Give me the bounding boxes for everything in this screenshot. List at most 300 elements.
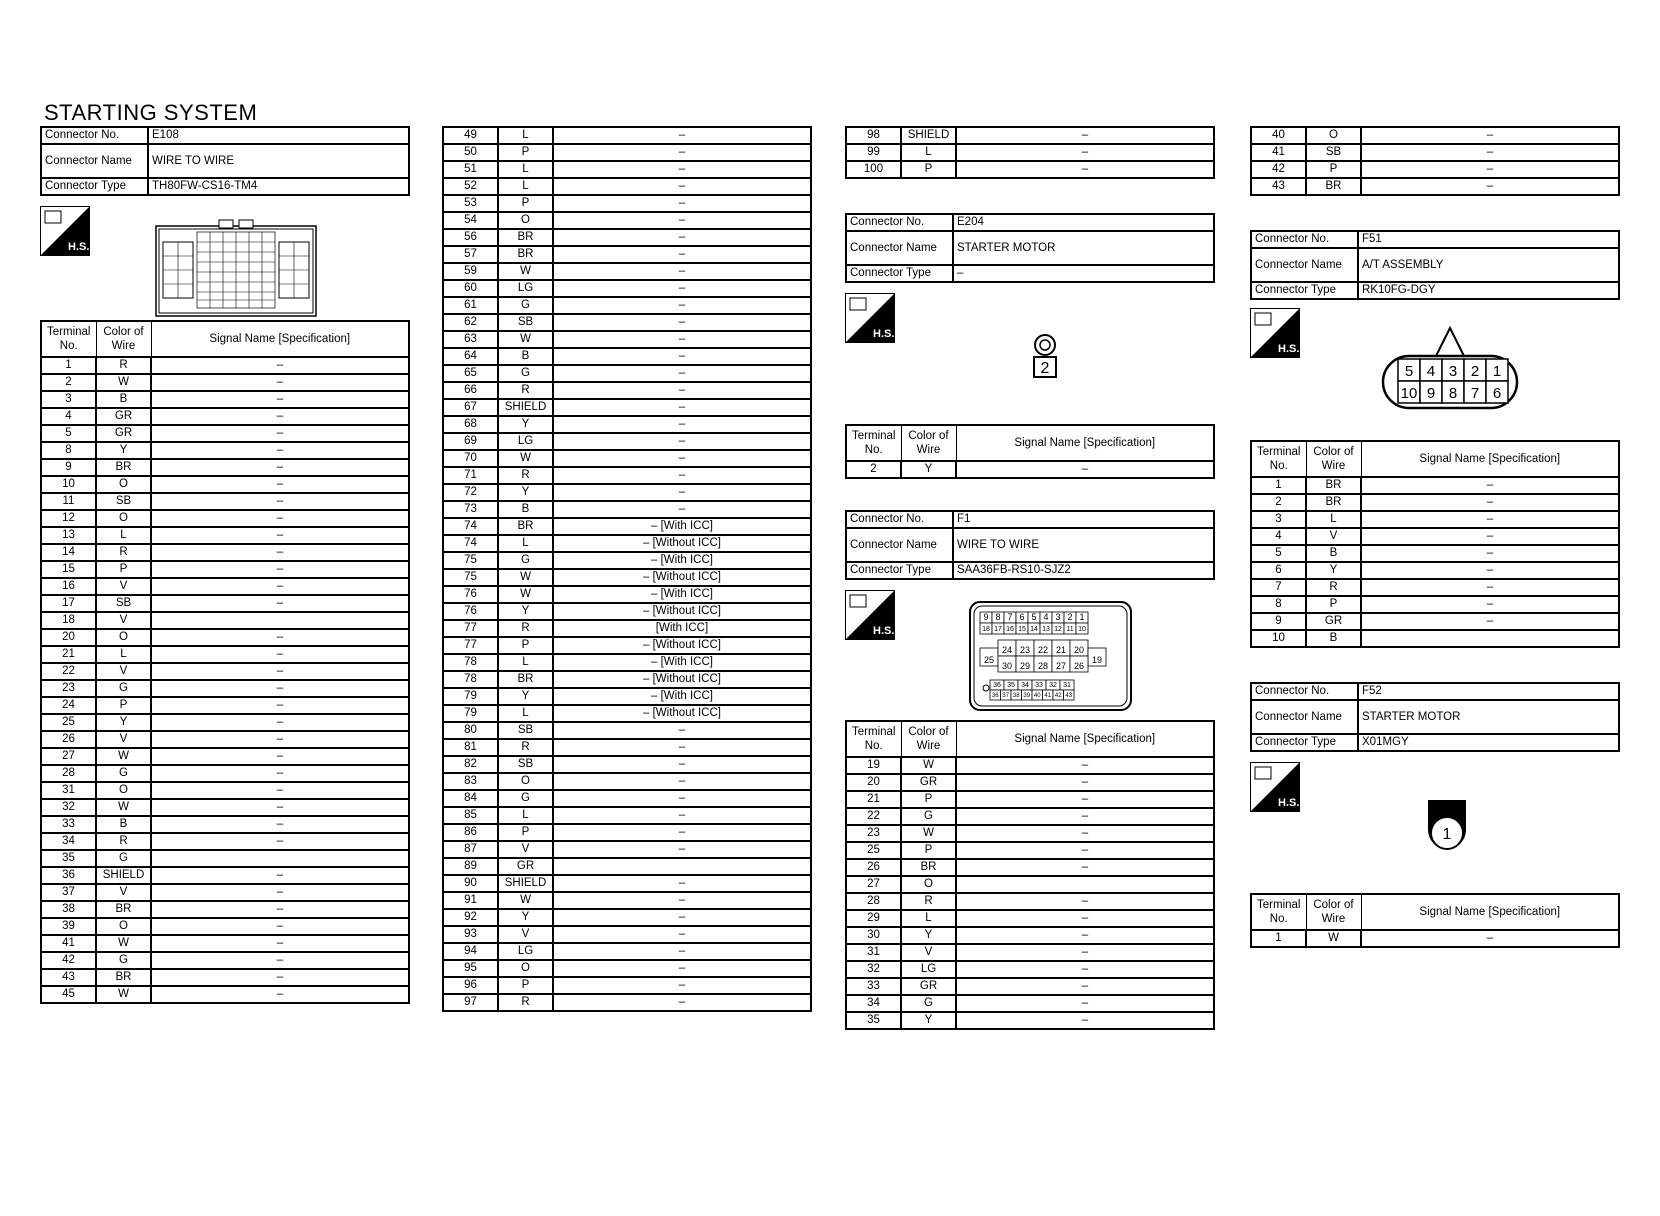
signal-name-cell [151,850,409,867]
connector-block-f52 [1250,682,1620,752]
table-row [443,960,811,977]
terminal-no-cell: 95 [443,960,498,977]
terminal-no-cell: 8 [1251,596,1306,613]
wire-color-cell: BR [901,859,956,876]
terminal-no-cell: 69 [443,433,498,450]
wire-color-cell: LG [498,943,553,960]
wire-color-cell: L [498,127,553,144]
connector-info-f52 [1250,682,1620,752]
table-row [846,1012,1214,1029]
wire-color-cell: W [498,586,553,603]
signal-name-cell: – [553,892,811,909]
terminal-no-cell: 4 [1251,528,1306,545]
signal-name-cell: – [151,527,409,544]
wire-color-cell: BR [96,459,151,476]
wire-color-cell: L [498,535,553,552]
column-4-top [1250,126,1620,196]
hs-badge-icon [1250,762,1300,812]
terminal-no-cell: 22 [846,808,901,825]
terminal-table-e108-end [845,126,1215,179]
wire-color-cell: O [498,773,553,790]
label: Connector Name [846,231,953,265]
table-row [41,918,409,935]
wire-color-cell: G [96,765,151,782]
pin-label: 16 [1006,626,1014,633]
wire-color-cell: O [96,918,151,935]
signal-name-cell: – [Without ICC] [553,705,811,722]
pin-label: 9 [983,612,989,622]
wire-color-cell: L [498,807,553,824]
terminal-no-cell: 80 [443,722,498,739]
wire-color-cell: B [96,391,151,408]
signal-name-cell: – [553,297,811,314]
table-row [443,212,811,229]
table-row [41,595,409,612]
table-row [443,773,811,790]
signal-name-cell: – [151,867,409,884]
terminal-no-cell: 52 [443,178,498,195]
connector-info-f51 [1250,230,1620,300]
terminal-no-cell: 42 [41,952,96,969]
signal-name-cell: – [151,799,409,816]
table-row [846,808,1214,825]
terminal-no-cell: 82 [443,756,498,773]
pin-label: 2 [1067,612,1073,622]
signal-name-cell: – [553,467,811,484]
wire-color-cell: V [96,612,151,629]
terminal-no-cell: 4 [41,408,96,425]
label: Connector Type [846,562,953,579]
signal-name-cell: – [956,144,1214,161]
signal-name-cell: – [1361,127,1619,144]
connector-f51-diagram [1380,322,1520,414]
wire-color-cell: O [498,960,553,977]
terminal-no-cell: 33 [846,978,901,995]
wire-color-cell: GR [1306,613,1361,630]
table-row [41,646,409,663]
signal-name-cell: – [553,433,811,450]
table-row [41,561,409,578]
table-row [846,144,1214,161]
terminal-no-cell: 68 [443,416,498,433]
wire-color-cell: GR [901,978,956,995]
wire-color-cell: B [96,816,151,833]
table-row [443,841,811,858]
table-row [41,459,409,476]
wire-color-cell: L [96,527,151,544]
connector-f1-diagram [968,600,1133,712]
terminal-no-cell: 28 [846,893,901,910]
terminal-no-cell: 49 [443,127,498,144]
connector-no-value: F52 [1358,683,1619,700]
terminal-no-cell: 91 [443,892,498,909]
table-row [443,484,811,501]
terminal-table-f52 [1250,893,1620,948]
table-row [1251,494,1619,511]
pin-label: 5 [1031,612,1037,622]
signal-name-cell: – [956,808,1214,825]
signal-name-cell: – [553,229,811,246]
terminal-no-cell: 13 [41,527,96,544]
wire-color-cell: P [901,791,956,808]
label: Connector Type [1251,282,1358,299]
column-2 [442,126,812,1012]
signal-name-cell: – [553,722,811,739]
wire-color-cell: R [1306,579,1361,596]
signal-name-cell: [With ICC] [553,620,811,637]
signal-name-cell: – [151,986,409,1003]
signal-name-cell: – [151,476,409,493]
signal-name-cell: – [553,875,811,892]
pin-label: 29 [1019,661,1031,671]
table-row [443,807,811,824]
table-row [443,535,811,552]
terminal-no-cell: 30 [846,927,901,944]
table-row [41,357,409,374]
table-row [846,910,1214,927]
signal-name-cell: – [553,994,811,1011]
connector-block-f51 [1250,230,1620,300]
terminal-no-cell: 53 [443,195,498,212]
wire-color-cell: Y [498,688,553,705]
signal-name-cell: – [With ICC] [553,586,811,603]
table-row [1251,511,1619,528]
signal-name-cell: – [Without ICC] [553,671,811,688]
wire-color-cell: R [498,994,553,1011]
wire-color-cell: L [901,144,956,161]
signal-name-cell: – [956,791,1214,808]
hs-badge-icon [845,590,895,640]
hs-label: H.S. [873,328,895,340]
pin-label: 38 [1012,693,1020,699]
pin-label: 24 [1001,645,1013,655]
signal-name-cell: – [553,365,811,382]
pin-label: 10 [1078,626,1086,633]
terminal-no-cell: 100 [846,161,901,178]
terminal-no-cell: 74 [443,518,498,535]
terminal-no-cell: 7 [1251,579,1306,596]
terminal-no-cell: 27 [41,748,96,765]
pin-label: 1 [1442,826,1452,843]
signal-name-cell: – [553,144,811,161]
table-row [1251,930,1619,947]
terminal-no-cell: 75 [443,569,498,586]
signal-name-cell: – [553,926,811,943]
wire-color-cell: Y [1306,562,1361,579]
terminal-no-cell: 51 [443,161,498,178]
terminal-no-cell: 2 [1251,494,1306,511]
table-row [846,757,1214,774]
wire-color-cell: SHIELD [498,399,553,416]
wire-color-cell: O [96,782,151,799]
table-row [41,714,409,731]
table-row [41,408,409,425]
wire-color-cell: L [498,178,553,195]
table-row [443,569,811,586]
column-4-f51-table [1250,440,1620,648]
signal-name-cell: – [553,943,811,960]
wire-color-cell: P [498,144,553,161]
signal-name-cell: – [1361,161,1619,178]
terminal-no-cell: 43 [41,969,96,986]
wire-color-cell: W [96,986,151,1003]
signal-name-cell: – [956,757,1214,774]
terminal-no-cell: 56 [443,229,498,246]
terminal-no-cell: 37 [41,884,96,901]
pin-label: 23 [1019,645,1031,655]
table-row [41,476,409,493]
pin-label: 10 [1400,385,1418,402]
signal-name-cell: – [151,697,409,714]
connector-e204-diagram [1030,333,1060,381]
wire-color-cell: Y [498,484,553,501]
pin-label: 2 [1040,360,1050,377]
label: Connector Name [846,528,953,562]
connector-no-value: F51 [1358,231,1619,248]
connector-e108-diagram [155,218,317,324]
pin-label: 19 [1091,655,1103,665]
wire-color-cell: R [498,620,553,637]
wire-color-cell: B [498,348,553,365]
table-row [41,493,409,510]
signal-name-cell: – [151,459,409,476]
terminal-no-cell: 67 [443,399,498,416]
pin-label: 30 [1001,661,1013,671]
table-row [443,127,811,144]
wire-color-cell: L [1306,511,1361,528]
pin-label: 5 [1404,363,1414,380]
signal-name-cell: – [553,399,811,416]
table-row [846,825,1214,842]
signal-name-cell: – [956,1012,1214,1029]
signal-name-cell: – [151,680,409,697]
wire-color-cell: P [498,824,553,841]
hs-badge-icon [845,293,895,343]
wire-color-cell: Y [498,416,553,433]
wire-color-cell: W [96,374,151,391]
connector-type-value: X01MGY [1358,734,1619,751]
connector-type-value: TH80FW-CS16-TM4 [148,178,409,195]
signal-name-cell: – [956,910,1214,927]
connector-no-value: E204 [953,214,1214,231]
terminal-no-cell: 6 [1251,562,1306,579]
signal-name-cell: – [1361,930,1619,947]
signal-name-cell: – [956,774,1214,791]
terminal-no-cell: 62 [443,314,498,331]
wire-color-cell: BR [1306,477,1361,494]
wire-color-cell: GR [901,774,956,791]
terminal-no-cell: 31 [846,944,901,961]
wire-color-cell: Y [901,927,956,944]
table-row [443,552,811,569]
hs-badge-icon [40,206,90,256]
table-row [1251,562,1619,579]
table-row [1251,161,1619,178]
table-row [41,425,409,442]
terminal-no-cell: 3 [1251,511,1306,528]
terminal-no-cell: 72 [443,484,498,501]
pin-label: 28 [1037,661,1049,671]
wire-color-cell: R [96,357,151,374]
signal-name-cell: – [151,391,409,408]
column-3-e204-table [845,424,1215,479]
signal-name-cell: – [553,127,811,144]
wire-color-cell: SB [1306,144,1361,161]
terminal-no-cell: 35 [41,850,96,867]
signal-name-cell: – [151,544,409,561]
terminal-no-cell: 23 [846,825,901,842]
connector-block-e204 [845,213,1215,283]
header-color-of-wire: Color of Wire [96,321,151,357]
terminal-no-cell: 17 [41,595,96,612]
signal-name-cell: – [553,773,811,790]
terminal-table-f51 [1250,440,1620,648]
terminal-no-cell: 35 [846,1012,901,1029]
wire-color-cell: R [901,893,956,910]
label: Connector No. [1251,683,1358,700]
wire-color-cell: B [1306,545,1361,562]
header-terminal-no: Terminal No. [41,321,96,357]
label: Connector Name [41,144,148,178]
terminal-no-cell: 36 [41,867,96,884]
pin-label: 3 [1055,612,1061,622]
terminal-no-cell: 20 [41,629,96,646]
signal-name-cell: – [956,944,1214,961]
wire-color-cell: G [498,365,553,382]
signal-name-cell: – [With ICC] [553,552,811,569]
table-row [41,510,409,527]
label: Connector No. [41,127,148,144]
hs-label: H.S. [1278,343,1300,355]
signal-name-cell: – [1361,477,1619,494]
terminal-no-cell: 75 [443,552,498,569]
terminal-no-cell: 76 [443,603,498,620]
pin-label: 14 [1030,626,1038,633]
table-row [443,722,811,739]
connector-type-value: – [953,265,1214,282]
table-row [41,969,409,986]
pin-label: 6 [1492,385,1502,402]
signal-name-cell: – [553,314,811,331]
table-row [443,399,811,416]
wire-color-cell: P [1306,161,1361,178]
terminal-no-cell: 9 [41,459,96,476]
table-row [443,858,811,875]
pin-label: 42 [1054,693,1062,699]
wire-color-cell: P [498,977,553,994]
pin-label: 43 [1065,693,1073,699]
signal-name-cell: – [553,756,811,773]
terminal-no-cell: 21 [41,646,96,663]
wire-color-cell: O [498,212,553,229]
wire-color-cell: O [96,476,151,493]
terminal-no-cell: 24 [41,697,96,714]
terminal-no-cell: 86 [443,824,498,841]
wire-color-cell: V [96,884,151,901]
wire-color-cell: GR [96,408,151,425]
terminal-no-cell: 2 [41,374,96,391]
pin-label: 12 [1054,626,1062,633]
signal-name-cell: – [1361,596,1619,613]
column-1 [40,126,410,196]
table-row [443,977,811,994]
pin-label: 33 [1035,682,1043,689]
terminal-no-cell: 78 [443,654,498,671]
terminal-no-cell: 94 [443,943,498,960]
terminal-no-cell: 63 [443,331,498,348]
terminal-no-cell: 97 [443,994,498,1011]
terminal-no-cell: 10 [41,476,96,493]
terminal-no-cell: 2 [846,461,901,478]
terminal-no-cell: 32 [846,961,901,978]
terminal-no-cell: 41 [41,935,96,952]
pin-label: 34 [1021,682,1029,689]
signal-name-cell: – [151,595,409,612]
terminal-no-cell: 21 [846,791,901,808]
terminal-no-cell: 19 [846,757,901,774]
signal-name-cell: – [151,646,409,663]
wire-color-cell: O [901,876,956,893]
signal-name-cell: – [956,825,1214,842]
signal-name-cell: – [151,663,409,680]
table-row [443,144,811,161]
table-row [1251,127,1619,144]
wire-color-cell: W [498,331,553,348]
pin-label: 35 [1007,682,1015,689]
terminal-no-cell: 60 [443,280,498,297]
wire-color-cell: SB [96,493,151,510]
wire-color-cell: W [901,757,956,774]
terminal-no-cell: 57 [443,246,498,263]
label: Connector No. [846,511,953,528]
terminal-no-cell: 42 [1251,161,1306,178]
header-signal-name: Signal Name [Specification] [151,321,409,357]
table-row [1251,144,1619,161]
connector-no-value: F1 [953,511,1214,528]
signal-name-cell [956,876,1214,893]
table-row [443,161,811,178]
pin-label: 1 [1079,612,1085,622]
wire-color-cell: G [498,552,553,569]
wire-color-cell: BR [498,518,553,535]
terminal-no-cell: 32 [41,799,96,816]
terminal-rows [846,127,1214,178]
terminal-rows [41,357,409,1003]
table-row [41,731,409,748]
table-row [443,382,811,399]
wire-color-cell: P [498,637,553,654]
pin-label: 9 [1426,385,1436,402]
terminal-no-cell: 78 [443,671,498,688]
table-row [443,926,811,943]
wire-color-cell: P [96,697,151,714]
signal-name-cell: – [1361,511,1619,528]
terminal-no-cell: 34 [846,995,901,1012]
header-terminal-no: Terminal No. [1251,441,1306,477]
table-row [846,978,1214,995]
wire-color-cell: G [96,850,151,867]
page-title: STARTING SYSTEM [44,100,258,125]
signal-name-cell: – [151,918,409,935]
connector-block-f1 [845,510,1215,580]
table-row [41,816,409,833]
table-row [846,127,1214,144]
signal-name-cell: – [151,901,409,918]
column-3-top [845,126,1215,179]
table-row [443,348,811,365]
pin-label: 11 [1066,626,1074,633]
connector-type-value: RK10FG-DGY [1358,282,1619,299]
